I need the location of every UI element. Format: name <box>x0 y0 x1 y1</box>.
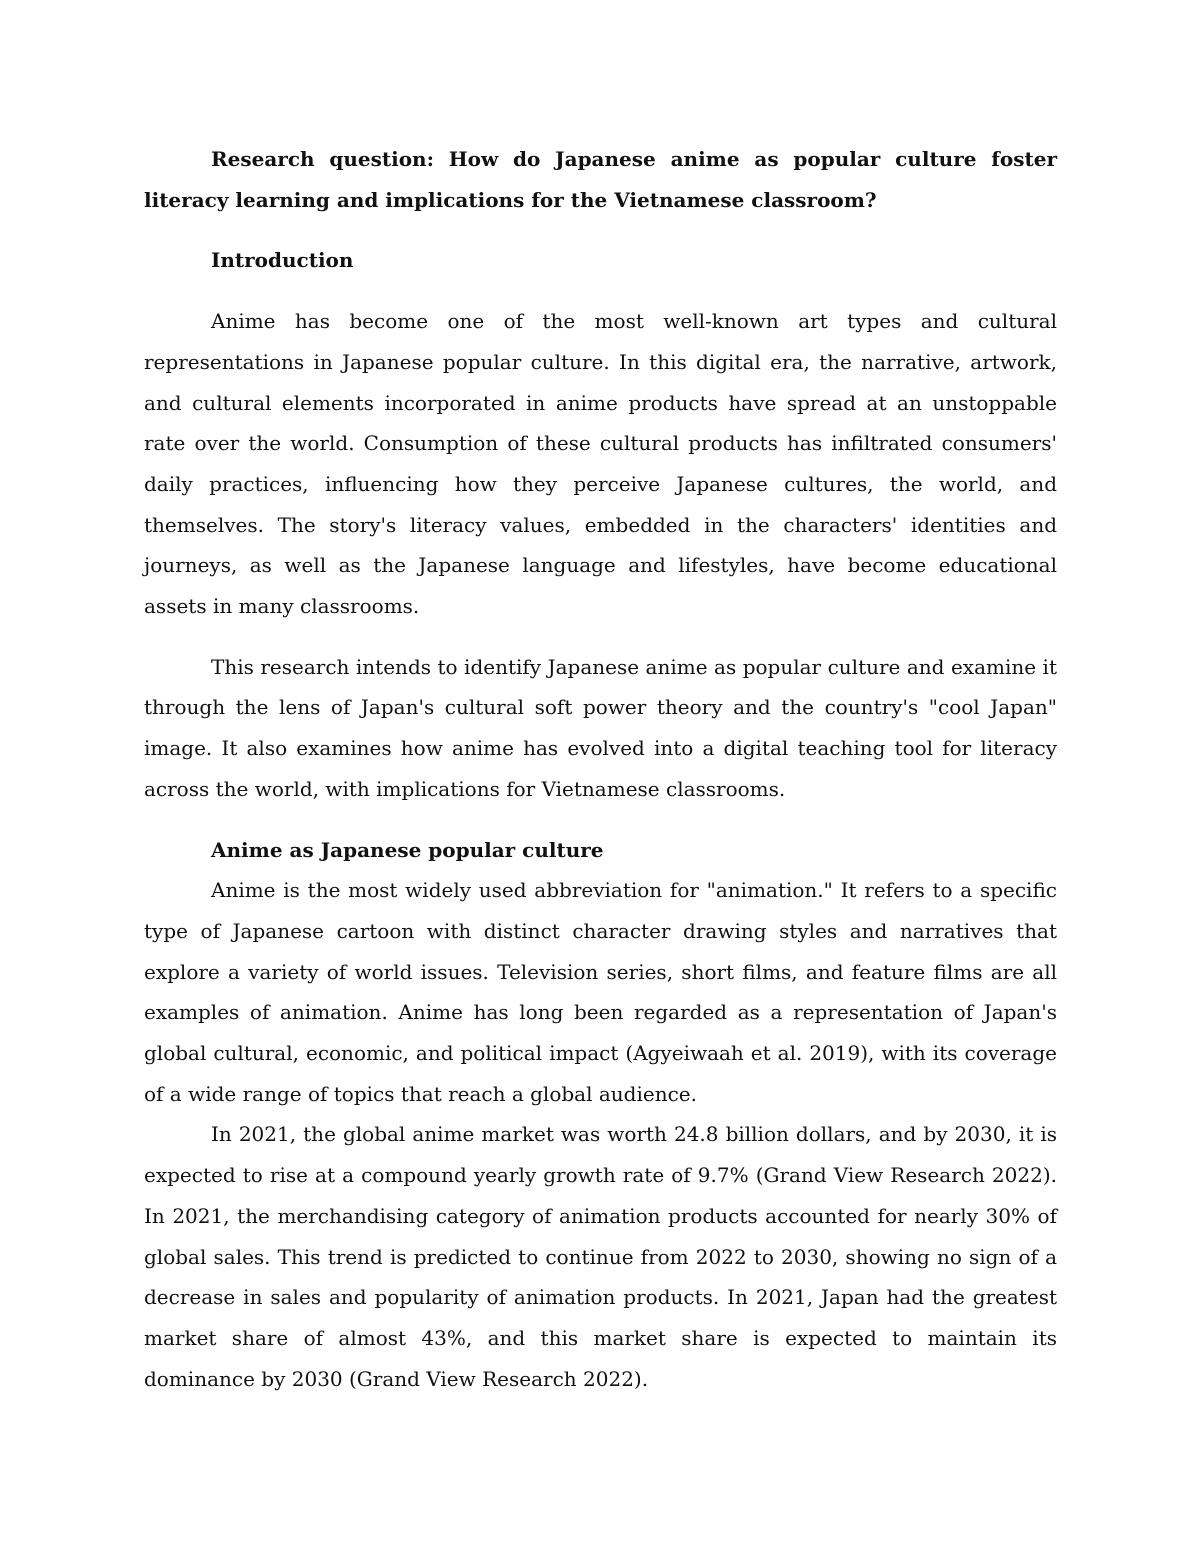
intro-paragraph-1: Anime has become one of the most well-known art types and cultural representations in Japanese popular culture. In this digital era, the narrative, artwork, and cultural elements incorporated in anime products have spread at an unstoppable rate over the world. Consumption of these cultural products has infiltrated consumers' daily practices, influencing how they perceive Japanese cultures, the world, and themselves. The story's literacy values, embedded in the characters' identities and journeys, as well as the Japanese language and lifestyles, have become educational assets in many classrooms. <box>144 309 1057 619</box>
section-paragraph-1: Anime is the most widely used abbreviation for "animation." It refers to a specific type of Japanese cartoon with distinct character drawing styles and narratives that explore a variety of world issues. Television series, short films, and feature films are all examples of animation. Anime has long been regarded as a representation of Japan's global cultural, economic, and political impact (Agyeiwaah et al. 2019), with its coverage of a wide range of topics that reach a global audience. <box>144 878 1057 1106</box>
section-paragraph-2: In 2021, the global anime market was worth 24.8 billion dollars, and by 2030, it is expected to rise at a compound yearly growth rate of 9.7% (Grand View Research 2022). In 2021, the merchandising category of animation products accounted for nearly 30% of global sales. This trend is predicted to continue from 2022 to 2030, showing no sign of a decrease in sales and popularity of animation products. In 2021, Japan had the greatest market share of almost 43%, and this market share is expected to maintain its dominance by 2030 (Grand View Research 2022). <box>144 1122 1057 1391</box>
research-question: Research question: How do Japanese anime as popular culture foster literacy learning and implications for the Vietnamese classroom? <box>144 147 1057 212</box>
section-heading: Anime as Japanese popular culture <box>211 837 604 862</box>
document-page <box>144 139 1057 1399</box>
intro-heading: Introduction <box>211 248 354 273</box>
intro-paragraph-2: This research intends to identify Japanese anime as popular culture and examine it through the lens of Japan's cultural soft power theory and the country's "cool Japan" image. It also examines how anime has evolved into a digital teaching tool for literacy across the world, with implications for Vietnamese classrooms. <box>144 654 1057 801</box>
